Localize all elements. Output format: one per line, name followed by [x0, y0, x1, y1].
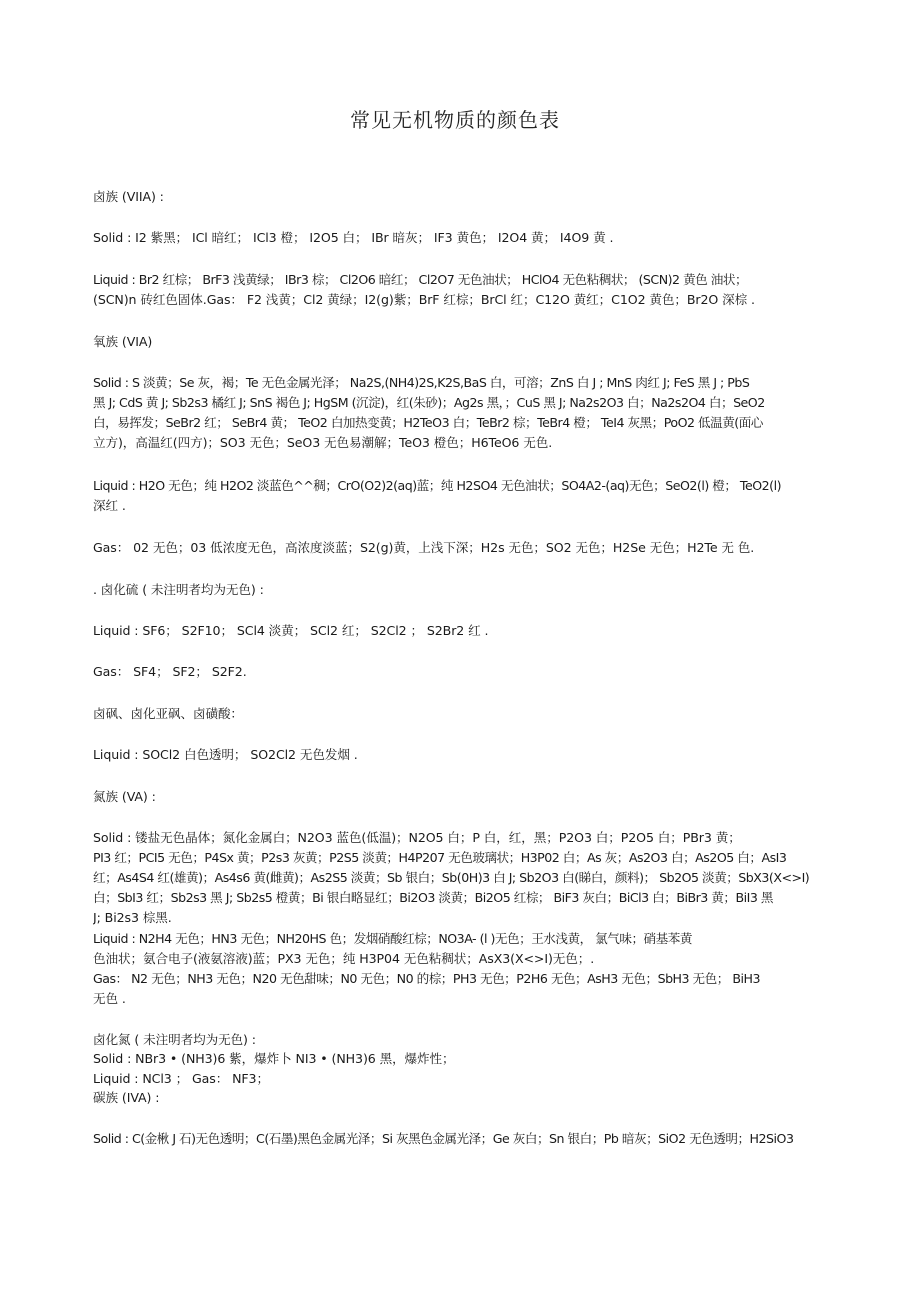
text-line: Liquid : N2H4 无色；HN3 无色；NH20HS 色；发烟硝酸红棕；NO3A- (l )无色；王水浅黄， 氯气味；硝基苯黄	[93, 931, 692, 946]
text-line: 深红 .	[93, 498, 126, 513]
section-heading-oxygen-group: 氧族 (VIA)	[93, 334, 153, 349]
text-line: 红；As4S4 红(雄黄)；As4s6 黄(雌黄)；As2S5 淡黄；Sb 银白；Sb(0H)3 白 J; Sb2O3 白(睇白，颜料)； Sb2O5 淡黄；SbX3(X<>I)	[93, 870, 810, 885]
text-line: Liquid : H2O 无色；纯 H2O2 淡蓝色^^稠；CrO(O2)2(aq)蓝；纯 H2SO4 无色油状；SO4A2-(aq)无色；SeO2(l) 橙； TeO2(l)	[93, 478, 781, 493]
text-line: Liquid : SF6； S2F10； SCl4 淡黄； SCl2 红； S2Cl2 ； S2Br2 红 .	[93, 623, 489, 638]
text-line: 黑 J; CdS 黄 J; Sb2s3 橘红 J; SnS 褐色 J; HgSM (沉淀)，红(朱砂)；Ag2s 黑，；CuS 黑 J; Na2s2O3 白；Na2s2O4 白；SeO2	[93, 395, 765, 410]
page-title: 常见无机物质的颜色表	[350, 108, 560, 132]
text-line: Liquid : SOCl2 白色透明； SO2Cl2 无色发烟 .	[93, 747, 358, 762]
text-line: 无色 .	[93, 991, 126, 1006]
text-line: J; Bi2s3 棕黑.	[93, 910, 172, 925]
text-line: Solid : NBr3 • (NH3)6 紫，爆炸卜 NI3 • (NH3)6 黑，爆炸性；	[93, 1051, 455, 1066]
section-heading-nitrogen-group: 氮族 (VA) :	[93, 789, 156, 804]
section-heading-carbon-group: 碳族 (IVA) :	[93, 1090, 160, 1105]
text-line: Solid : 镂盐无色晶体；氮化金属白；N2O3 蓝色(低温)；N2O5 白；P 白，红，黑；P2O3 白；P2O5 白；PBr3 黄；	[93, 830, 741, 845]
section-heading-nitrogen-halides: 卤化氮 ( 未注明者均为无色) :	[93, 1032, 256, 1047]
text-line: Gas： SF4； SF2； S2F2.	[93, 664, 247, 679]
text-line: Gas： 02 无色；03 低浓度无色，高浓度淡蓝；S2(g)黄，上浅下深；H2s 无色；SO2 无色；H2Se 无色；H2Te 无 色.	[93, 540, 755, 555]
text-line: Solid : I2 紫黑； ICl 暗红； ICl3 橙； I2O5 白； IBr 暗灰； IF3 黄色； I2O4 黄； I4O9 黄 .	[93, 230, 614, 245]
text-line: 白，易挥发；SeBr2 红； SeBr4 黄； TeO2 白加热变黄；H2TeO3 白；TeBr2 棕；TeBr4 橙； TeI4 灰黑；PoO2 低温黄(面心	[93, 415, 763, 430]
text-line: Liquid : Br2 红棕； BrF3 浅黄绿； IBr3 棕； Cl2O6 暗红； Cl2O7 无色油状； HClO4 无色粘稠状； (SCN)2 黄色 油状；	[93, 272, 748, 287]
section-heading-sulfur-halides: . 卤化硫 ( 未注明者均为无色) :	[93, 582, 264, 597]
text-line: 白；SbI3 红；Sb2s3 黑 J; Sb2s5 橙黄；Bi 银白略显红；Bi2O3 淡黄；Bi2O5 红棕； BiF3 灰白；BiCl3 白；BiBr3 黄；BiI3 黑	[93, 890, 773, 905]
text-line: Solid : C(金楸 J 石)无色透明；C(石墨)黑色金属光泽；Si 灰黑色金属光泽；Ge 灰白；Sn 银白；Pb 暗灰；SiO2 无色透明；H2SiO3	[93, 1131, 794, 1146]
text-line: Gas： N2 无色；NH3 无色；N20 无色甜味；N0 无色；N0 的棕；PH3 无色；P2H6 无色；AsH3 无色；SbH3 无色； BiH3	[93, 971, 760, 986]
text-line: Liquid : NCl3 ； Gas： NF3；	[93, 1071, 269, 1086]
text-line: 色油状；氨合电子(液氨溶液)蓝；PX3 无色；纯 H3P04 无色粘稠状；AsX3(X<>I)无色；.	[93, 951, 595, 966]
text-line: PI3 红；PCI5 无色；P4Sx 黄；P2s3 灰黄；P2S5 淡黄；H4P207 无色玻璃状；H3P02 白；As 灰；As2O3 白；As2O5 白；AsI3	[93, 850, 787, 865]
text-line: 立方)，高温红(四方)；SO3 无色；SeO3 无色易潮解；TeO3 橙色；H6TeO6 无色.	[93, 435, 553, 450]
text-line: (SCN)n 砖红色固体.Gas： F2 浅黄；Cl2 黄绿；I2(g)紫；BrF 红棕；BrCl 红；C12O 黄红；C1O2 黄色；Br2O 深棕 .	[93, 292, 755, 307]
section-heading-halogens: 卤族 (VIIA) :	[93, 189, 164, 204]
text-line: Solid : S 淡黄；Se 灰，褐；Te 无色金属光泽； Na2S,(NH4)2S,K2S,BaS 白，可溶；ZnS 白 J ; MnS 肉红 J; FeS 黑 J ; PbS	[93, 375, 750, 390]
section-heading-sulfonyl-halides: 卤砜、卤化亚砜、卤磺酸：	[93, 706, 243, 721]
